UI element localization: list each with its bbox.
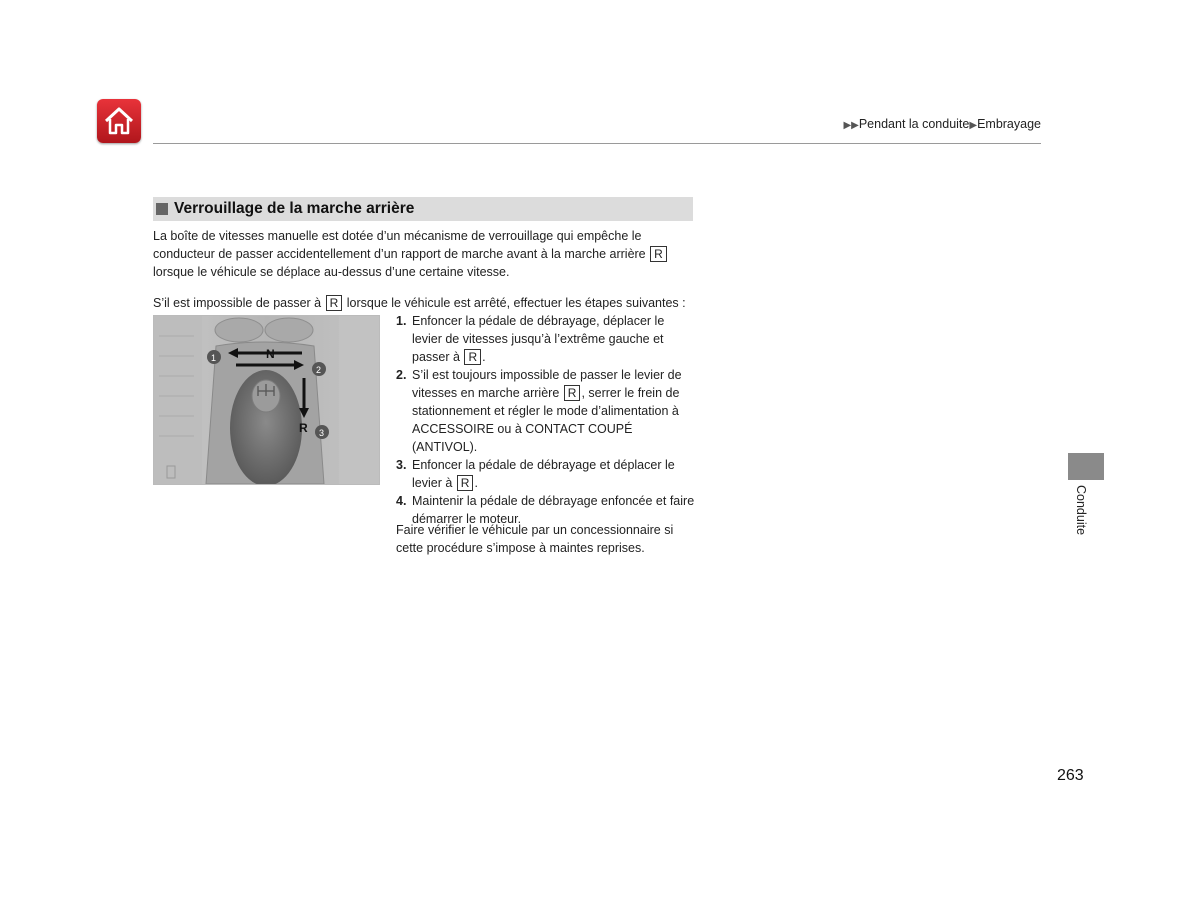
step-text: Maintenir la pédale de débrayage enfoncée et faire démarrer le moteur. [412,494,695,526]
steps-list [396,312,696,528]
callout-3: 3 [319,428,325,438]
reverse-label: R [299,421,308,435]
reverse-key-icon: R [564,385,581,401]
instruction-paragraph [153,294,713,312]
note-paragraph: Faire vérifier le véhicule par un concessionnaire si cette procédure s’impose à maintes reprises. [396,523,674,555]
breadcrumb-level2[interactable]: Embrayage [977,117,1041,131]
step-text [412,366,696,456]
step-text-a: S’il est toujours impossible de passer le levier de vitesses en marche arrière [412,368,682,400]
callout-1: 1 [211,353,217,363]
arrow-icon: ▶ [969,120,978,131]
step-number: 1. [396,314,407,328]
intro-text-b: lorsque le véhicule se déplace au-dessus d’une certaine vitesse. [153,265,510,279]
neutral-label: N [266,347,275,361]
step-text-a: Enfoncer la pédale de débrayage, déplacer le levier de vitesses jusqu’à l’extrême gauche et passer à [412,314,665,364]
breadcrumb-level1[interactable]: Pendant la conduite [858,117,970,131]
chapter-tab[interactable] [1068,453,1104,480]
square-bullet-icon [156,203,168,215]
instruction-text-b: lorsque le véhicule est arrêté, effectuer les étapes suivantes : [346,296,686,310]
home-icon [102,104,136,138]
reverse-key-icon: R [650,246,667,262]
breadcrumb [843,117,1041,131]
step-text-b: . [474,476,478,490]
section-heading [153,197,693,221]
reverse-key-icon: R [464,349,481,365]
step-text-b: , serrer le frein de stationnement et régler le mode d’alimentation à ACCESSOIRE ou à CONTACT COUPÉ (ANTIVOL). [412,386,680,454]
step-text [412,456,696,492]
step-text-b: . [482,350,486,364]
step-text [412,312,696,366]
reverse-key-icon: R [457,475,474,491]
step-number: 2. [396,368,407,382]
intro-text-a: La boîte de vitesses manuelle est dotée d’un mécanisme de verrouillage qui empêche le conducteur de passer accidentellement d’un rapport de marche avant à la marche arrière [153,229,646,261]
callout-2: 2 [316,365,322,375]
header-divider [153,143,1041,144]
intro-paragraph [153,227,698,281]
step-number: 4. [396,494,407,508]
list-item [396,456,696,492]
page-number: 263 [1057,767,1084,784]
chapter-tab-label: Conduite [1074,485,1088,536]
instruction-text-a: S’il est impossible de passer à [153,296,322,310]
list-item [396,366,696,456]
section-title: Verrouillage de la marche arrière [174,200,415,217]
reverse-key-icon: R [326,295,343,311]
gear-shift-illustration [153,315,380,485]
step-number: 3. [396,458,407,472]
double-arrow-icon: ▶▶ [843,120,859,131]
step-text-a: Enfoncer la pédale de débrayage et déplacer le levier à [412,458,675,490]
list-item [396,312,696,366]
home-button[interactable] [97,99,141,143]
